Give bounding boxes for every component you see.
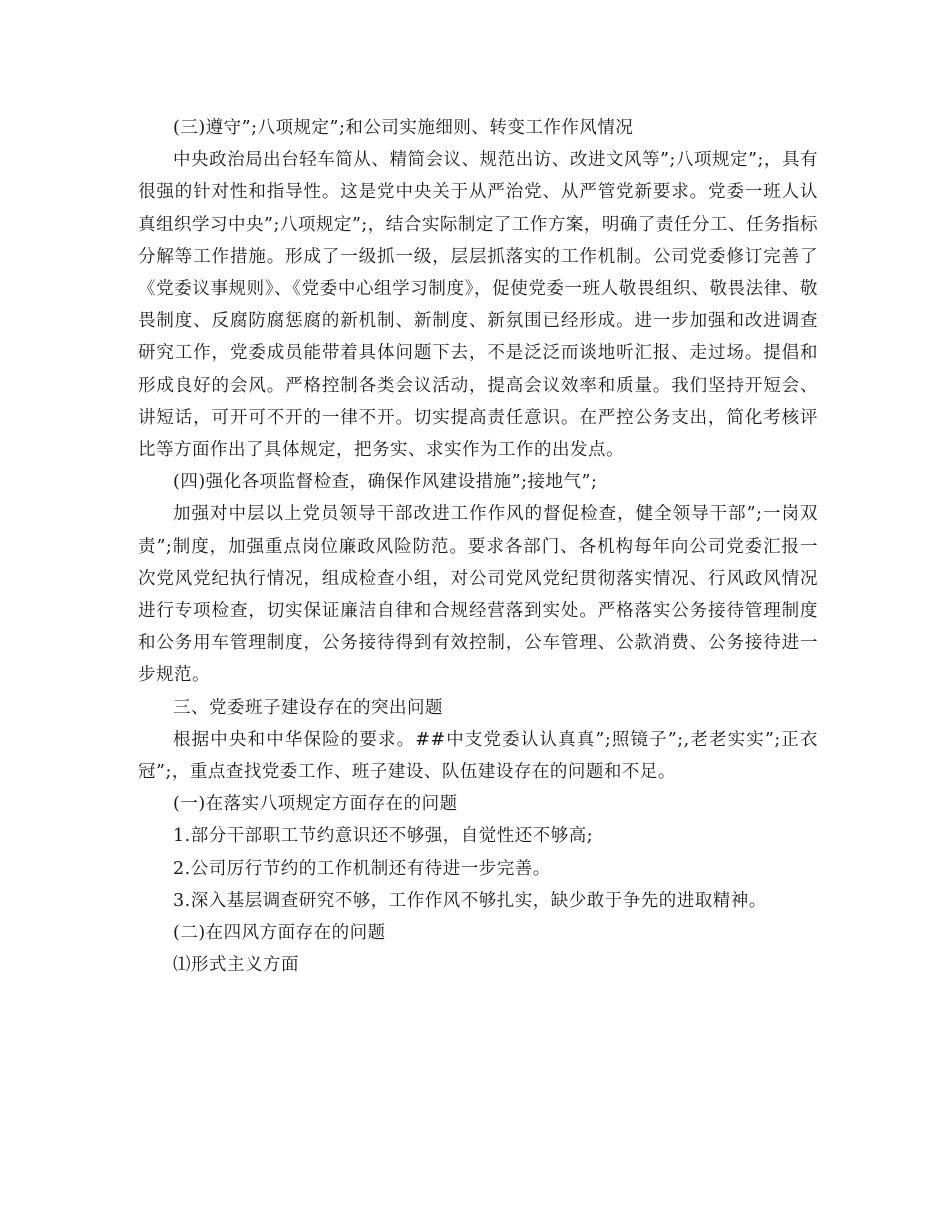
body-paragraph: 根据中央和中华保险的要求。##中支党委认认真真”;照镜子”;,老老实实”;正衣冠”;，重点查找党委工作、班子建设、队伍建设存在的问题和不足。 <box>138 729 818 783</box>
list-item: 2.公司厉行节约的工作机制还有待进一步完善。 <box>173 858 551 879</box>
sub-item-heading: ⑴形式主义方面 <box>173 955 299 976</box>
body-paragraph: 加强对中层以上党员领导干部改进工作作风的督促检查，健全领导干部”;一岗双责”;制度，加强重点岗位廉政风险防范。要求各部门、各机构每年向公司党委汇报一次党风党纪执行情况，组成检查小组，对公司党风党纪贯彻落实情况、行风政风情况进行专项检查，切实保证廉洁自律和合规经营落到实处。严格落实公务接待管理制度和公务用车管理制度，公务接待得到有效控制，公车管理、公款消费、公务接待进一步规范。 <box>138 504 818 686</box>
list-item: 3.深入基层调查研究不够，工作作风不够扎实，缺少敢于争先的进取精神。 <box>173 890 767 911</box>
body-paragraph: 中央政治局出台轻车简从、精简会议、规范出访、改进文风等”;八项规定”;，具有很强的针对性和指导性。这是党中央关于从严治党、从严管党新要求。党委一班人认真组织学习中央”;八项规定”;，结合实际制定了工作方案，明确了责任分工、任务指标分解等工作措施。形成了一级抓一级，层层抓落实的工作机制。公司党委修订完善了《党委议事规则》、《党委中心组学习制度》，促使党委一班人敬畏组织、敬畏法律、敬畏制度、反腐防腐惩腐的新机制、新制度、新氛围已经形成。进一步加强和改进调查研究工作，党委成员能带着具体问题下去，不是泛泛而谈地听汇报、走过场。提倡和形成良好的会风。严格控制各类会议活动，提高会议效率和质量。我们坚持开短会、讲短话，可开可不开的一律不开。切实提高责任意识。在严控公务支出，简化考核评比等方面作出了具体规定，把务实、求实作为工作的出发点。 <box>138 150 818 461</box>
subsection-heading-2: (二)在四风方面存在的问题 <box>173 923 386 944</box>
section-heading-3: (三)遵守”;八项规定”;和公司实施细则、转变工作作风情况 <box>173 118 634 138</box>
document-page <box>138 112 818 981</box>
subsection-heading-1: (一)在落实八项规定方面存在的问题 <box>173 794 458 815</box>
section-heading-4: (四)强化各项监督检查，确保作风建设措施”;接地气”; <box>173 472 598 493</box>
chapter-heading-3: 三、党委班子建设存在的突出问题 <box>173 697 443 718</box>
list-item: 1.部分干部职工节约意识还不够强，自觉性还不够高; <box>173 826 594 847</box>
